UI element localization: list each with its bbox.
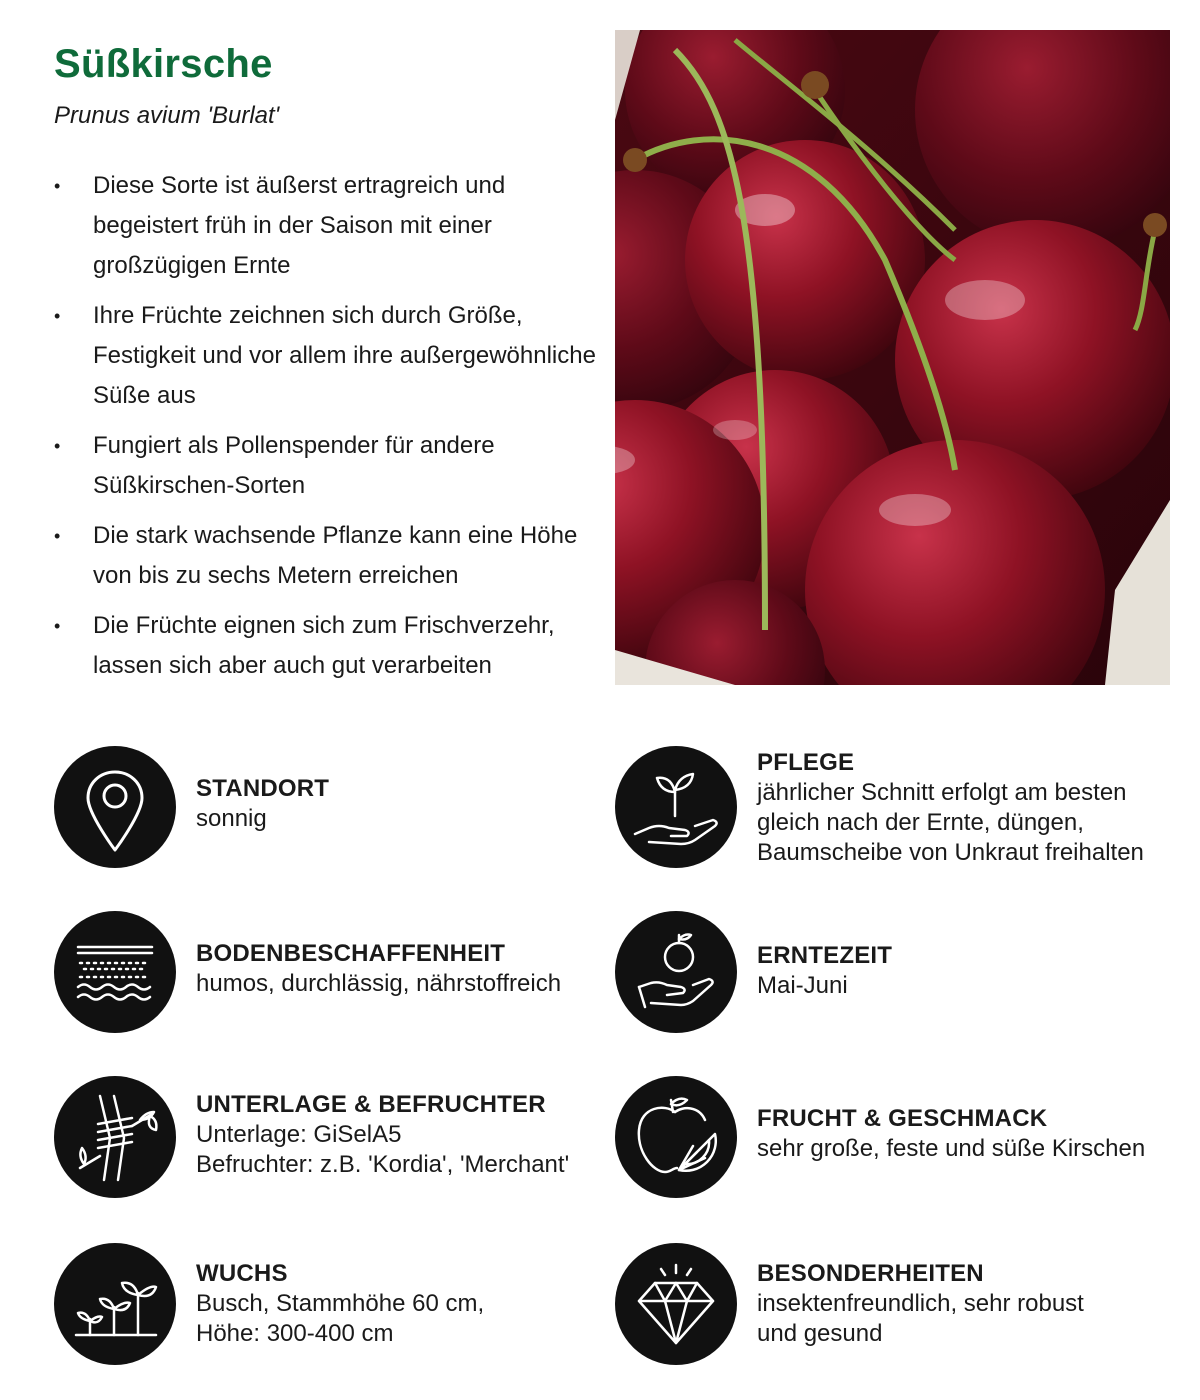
feature-label: FRUCHT & GESCHMACK <box>757 1105 1048 1132</box>
feature-value: sonnig <box>196 805 267 832</box>
feature-value: sehr große, feste und süße Kirschen <box>757 1135 1146 1162</box>
list-item: • Fungiert als Pollenspender für andere Süßkirschen-Sorten <box>54 426 602 506</box>
feature-label: BESONDERHEITEN <box>757 1260 984 1287</box>
feature-value: insektenfreundlich, sehr robust und gesund <box>757 1290 1084 1347</box>
feature-label: ERNTEZEIT <box>757 942 893 969</box>
list-item: • Die Früchte eignen sich zum Frischverzehr, lassen sich aber auch gut verarbeiten <box>54 606 602 686</box>
page-title: Süßkirsche <box>54 42 273 86</box>
feature-frucht <box>615 1076 1190 1198</box>
feature-value: jährlicher Schnitt erfolgt am besten gleich nach der Ernte, düngen, Baumscheibe von Unkraut freihalten <box>757 779 1144 866</box>
feature-value: Unterlage: GiSelA5 Befruchter: z.B. 'Kordia', 'Merchant' <box>196 1121 570 1178</box>
diamond-icon <box>615 1243 737 1365</box>
cherries-photo <box>615 30 1170 685</box>
feature-boden <box>54 911 614 1033</box>
feature-label: BODENBESCHAFFENHEIT <box>196 940 506 967</box>
location-pin-icon <box>54 746 176 868</box>
feature-erntezeit <box>615 911 1190 1033</box>
hand-sprout-icon <box>615 746 737 868</box>
seedlings-growth-icon <box>54 1243 176 1365</box>
hand-fruit-icon <box>615 911 737 1033</box>
feature-value: Mai-Juni <box>757 972 848 999</box>
feature-pflege <box>615 746 1190 868</box>
feature-label: UNTERLAGE & BEFRUCHTER <box>196 1091 546 1118</box>
list-item: • Diese Sorte ist äußerst ertragreich und begeistert früh in der Saison mit einer großzügigen Ernte <box>54 166 602 286</box>
list-item: • Die stark wachsende Pflanze kann eine Höhe von bis zu sechs Metern erreichen <box>54 516 602 596</box>
feature-besonderheiten <box>615 1243 1190 1365</box>
apple-citrus-icon <box>615 1076 737 1198</box>
graft-branch-icon <box>54 1076 176 1198</box>
feature-unterlage <box>54 1076 614 1198</box>
feature-value: humos, durchlässig, nährstoffreich <box>196 970 562 997</box>
feature-wuchs <box>54 1243 614 1365</box>
feature-value: Busch, Stammhöhe 60 cm, Höhe: 300-400 cm <box>196 1290 485 1347</box>
feature-standort <box>54 746 614 868</box>
feature-label: STANDORT <box>196 775 330 802</box>
soil-layers-icon <box>54 911 176 1033</box>
botanical-name: Prunus avium 'Burlat' <box>54 102 280 129</box>
feature-label: PFLEGE <box>757 749 855 776</box>
feature-bullet-list <box>54 166 602 696</box>
list-item: • Ihre Früchte zeichnen sich durch Größe, Festigkeit und vor allem ihre außergewöhnliche Süße aus <box>54 296 602 416</box>
feature-label: WUCHS <box>196 1260 288 1287</box>
